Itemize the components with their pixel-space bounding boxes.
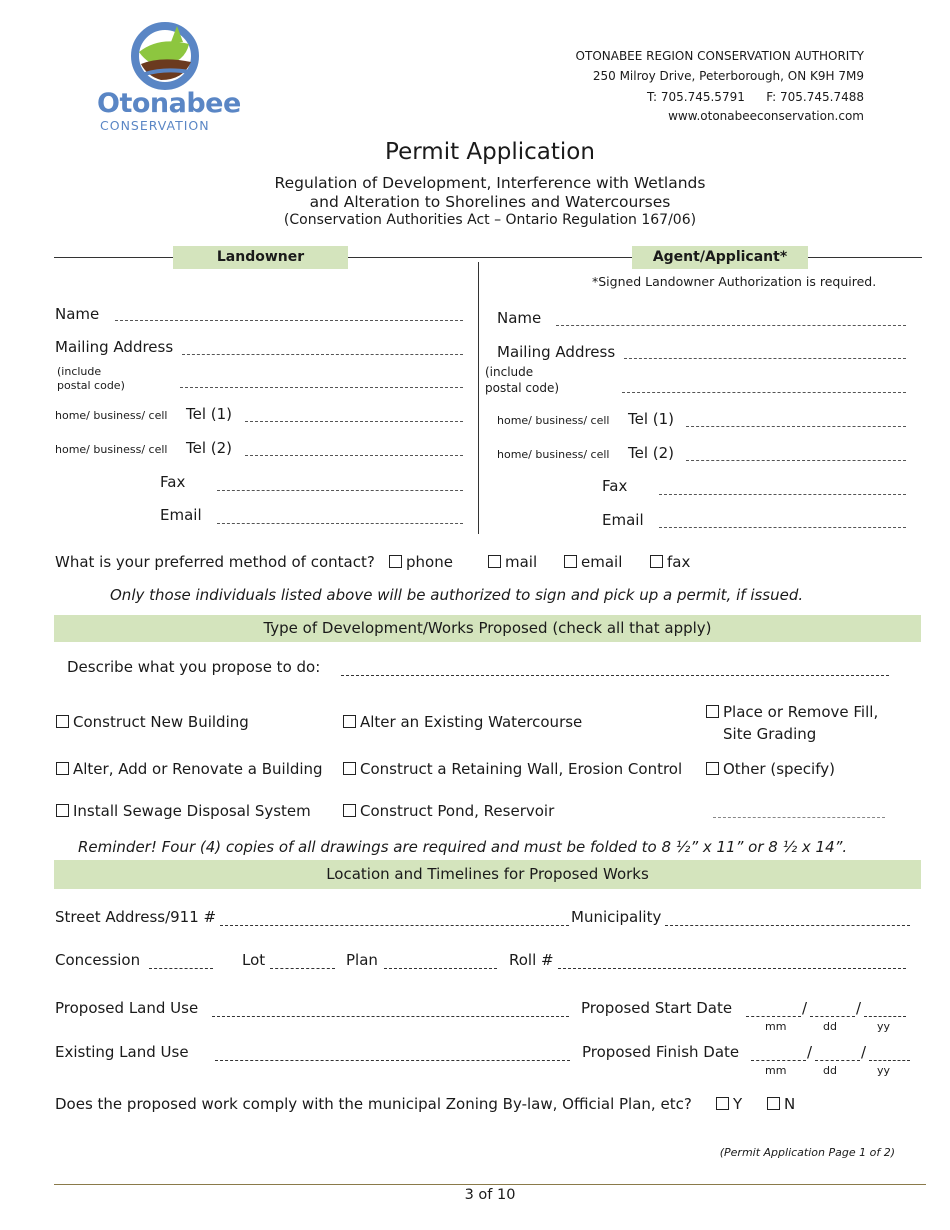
yes-label: Y	[733, 1095, 743, 1113]
start-yy: yy	[877, 1020, 891, 1033]
agent-postal-field[interactable]	[622, 392, 906, 393]
works-fill[interactable]	[706, 703, 878, 721]
logo-sub: CONSERVATION	[100, 118, 210, 133]
agent-name-field[interactable]	[556, 325, 906, 326]
yes-checkbox[interactable]	[716, 1097, 729, 1110]
phone-label: phone	[406, 553, 453, 571]
email-checkbox[interactable]	[564, 555, 577, 568]
agent-email-field[interactable]	[659, 527, 906, 528]
finish-slash-1: /	[807, 1043, 813, 1061]
fax-label: fax	[667, 553, 691, 571]
mail-checkbox[interactable]	[488, 555, 501, 568]
option-label: Other (specify)	[723, 760, 835, 778]
roll-field[interactable]	[558, 968, 906, 969]
works-heading: Type of Development/Works Proposed (check all that apply)	[54, 615, 921, 642]
contact-question: What is your preferred method of contact?	[55, 553, 375, 571]
agent-heading: Agent/Applicant*	[632, 246, 808, 269]
existing-use-label: Existing Land Use	[55, 1043, 189, 1061]
landowner-tel1-field[interactable]	[245, 421, 463, 422]
landowner-heading: Landowner	[173, 246, 348, 269]
finish-dd: dd	[823, 1064, 837, 1077]
contact-email-option[interactable]	[564, 553, 622, 571]
finish-mm: mm	[765, 1064, 787, 1077]
start-yy-field[interactable]	[864, 1016, 906, 1017]
landowner-postal-label: postal code)	[57, 379, 125, 392]
agent-name-label: Name	[497, 309, 542, 327]
option-label: Construct a Retaining Wall, Erosion Control	[360, 760, 683, 778]
landowner-mailing-label: Mailing Address	[55, 338, 174, 356]
logo-mark-icon	[125, 22, 205, 90]
agent-tel1-field[interactable]	[686, 426, 906, 427]
works-retaining-wall[interactable]	[343, 760, 682, 778]
location-heading: Location and Timelines for Proposed Works	[54, 860, 921, 889]
works-fill-2: Site Grading	[723, 725, 817, 743]
roll-label: Roll #	[509, 951, 554, 969]
contact-mail-option[interactable]	[488, 553, 537, 571]
authority-name: OTONABEE REGION CONSERVATION AUTHORITY	[575, 49, 864, 63]
municipality-field[interactable]	[665, 925, 910, 926]
works-new-building[interactable]	[56, 713, 249, 731]
plan-field[interactable]	[384, 968, 497, 969]
landowner-name-field[interactable]	[115, 320, 463, 321]
authority-web: www.otonabeeconservation.com	[668, 109, 864, 123]
authority-tel: T: 705.745.5791	[647, 90, 745, 104]
start-slash-1: /	[802, 999, 808, 1017]
comply-question: Does the proposed work comply with the municipal Zoning By-law, Official Plan, etc?	[55, 1095, 692, 1113]
agent-include-label: (include	[485, 365, 534, 379]
authority-address: 250 Milroy Drive, Peterborough, ON K9H 7M9	[592, 69, 864, 83]
agent-note: *Signed Landowner Authorization is required.	[592, 274, 877, 289]
checkbox[interactable]	[56, 762, 69, 775]
lot-field[interactable]	[270, 968, 335, 969]
start-dd: dd	[823, 1020, 837, 1033]
works-watercourse[interactable]	[343, 713, 582, 731]
describe-field[interactable]	[341, 675, 889, 676]
agent-postal-label: postal code)	[485, 381, 560, 395]
logo-name: Otonabee	[97, 88, 241, 119]
landowner-tel1-label: Tel (1)	[186, 405, 233, 423]
logo	[95, 22, 241, 134]
landowner-tel2-field[interactable]	[245, 455, 463, 456]
landowner-fax-field[interactable]	[217, 490, 463, 491]
start-mm: mm	[765, 1020, 787, 1033]
landowner-postal-field[interactable]	[180, 387, 463, 388]
option-label: Alter an Existing Watercourse	[360, 713, 583, 731]
option-label: Alter, Add or Renovate a Building	[73, 760, 323, 778]
agent-hbc1: home/ business/ cell	[497, 414, 610, 427]
concession-field[interactable]	[149, 968, 213, 969]
municipality-label: Municipality	[571, 908, 662, 926]
landowner-fax-label: Fax	[160, 473, 186, 491]
option-label: Construct Pond, Reservoir	[360, 802, 555, 820]
comply-no[interactable]	[767, 1095, 795, 1113]
contact-phone-option[interactable]	[389, 553, 453, 571]
landowner-email-field[interactable]	[217, 523, 463, 524]
concession-label: Concession	[55, 951, 141, 969]
landowner-mailing-field[interactable]	[182, 354, 463, 355]
finish-label: Proposed Finish Date	[582, 1043, 740, 1061]
option-label: Place or Remove Fill,	[723, 703, 879, 721]
landowner-hbc1: home/ business/ cell	[55, 409, 168, 422]
fax-checkbox[interactable]	[650, 555, 663, 568]
authority-fax: F: 705.745.7488	[766, 90, 864, 104]
lot-label: Lot	[242, 951, 266, 969]
page-title: Permit Application	[385, 139, 595, 165]
agent-hbc2: home/ business/ cell	[497, 448, 610, 461]
works-sewage[interactable]	[56, 802, 311, 820]
agent-tel1-label: Tel (1)	[628, 410, 675, 428]
finish-yy: yy	[877, 1064, 891, 1077]
start-label: Proposed Start Date	[581, 999, 733, 1017]
footer-rule	[54, 1184, 926, 1185]
agent-mailing-field[interactable]	[624, 358, 906, 359]
phone-checkbox[interactable]	[389, 555, 402, 568]
checkbox[interactable]	[706, 762, 719, 775]
page-note: (Permit Application Page 1 of 2)	[719, 1146, 895, 1159]
option-label: Construct New Building	[73, 713, 249, 731]
checkbox[interactable]	[343, 804, 356, 817]
agent-tel2-field[interactable]	[686, 460, 906, 461]
start-mm-field[interactable]	[746, 1016, 801, 1017]
street-field[interactable]	[220, 925, 569, 926]
column-divider	[478, 262, 479, 534]
works-other[interactable]	[706, 760, 835, 778]
contact-note: Only those individuals listed above will be authorized to sign and pick up a permit, if issued.	[110, 586, 804, 604]
start-slash-2: /	[856, 999, 862, 1017]
checkbox[interactable]	[56, 715, 69, 728]
finish-yy-field[interactable]	[869, 1060, 910, 1061]
landowner-name-label: Name	[55, 305, 100, 323]
reminder: Reminder! Four (4) copies of all drawings are required and must be folded to 8 ½” x 11” or 8 ½ x 14”.	[78, 838, 848, 856]
plan-label: Plan	[346, 951, 378, 969]
works-pond[interactable]	[343, 802, 554, 820]
subtitle-1: Regulation of Development, Interference with Wetlands	[274, 174, 706, 192]
landowner-email-label: Email	[160, 506, 202, 524]
describe-label: Describe what you propose to do:	[67, 658, 321, 676]
works-alter-building[interactable]	[56, 760, 323, 778]
subtitle-2: and Alteration to Shorelines and Watercourses	[309, 193, 671, 211]
finish-slash-2: /	[861, 1043, 867, 1061]
checkbox[interactable]	[706, 705, 719, 718]
finish-mm-field[interactable]	[751, 1060, 806, 1061]
email-label: email	[581, 553, 623, 571]
page-number: 3 of 10	[464, 1187, 516, 1203]
no-checkbox[interactable]	[767, 1097, 780, 1110]
existing-use-field[interactable]	[215, 1060, 570, 1061]
proposed-use-field[interactable]	[212, 1016, 569, 1017]
checkbox[interactable]	[343, 762, 356, 775]
mail-label: mail	[505, 553, 538, 571]
comply-yes[interactable]	[716, 1095, 742, 1113]
agent-fax-field[interactable]	[659, 494, 906, 495]
proposed-use-label: Proposed Land Use	[55, 999, 199, 1017]
landowner-tel2-label: Tel (2)	[186, 439, 233, 457]
checkbox[interactable]	[343, 715, 356, 728]
street-label: Street Address/911 #	[55, 908, 217, 926]
agent-fax-label: Fax	[602, 477, 628, 495]
agent-mailing-label: Mailing Address	[497, 343, 616, 361]
no-label: N	[784, 1095, 796, 1113]
contact-fax-option[interactable]	[650, 553, 690, 571]
agent-tel2-label: Tel (2)	[628, 444, 675, 462]
agent-email-label: Email	[602, 511, 644, 529]
checkbox[interactable]	[56, 804, 69, 817]
other-specify-field[interactable]	[713, 817, 885, 818]
landowner-include-label: (include	[57, 365, 102, 378]
option-label: Install Sewage Disposal System	[73, 802, 311, 820]
landowner-hbc2: home/ business/ cell	[55, 443, 168, 456]
finish-dd-field[interactable]	[815, 1060, 860, 1061]
start-dd-field[interactable]	[810, 1016, 855, 1017]
subtitle-3: (Conservation Authorities Act – Ontario Regulation 167/06)	[283, 212, 697, 228]
